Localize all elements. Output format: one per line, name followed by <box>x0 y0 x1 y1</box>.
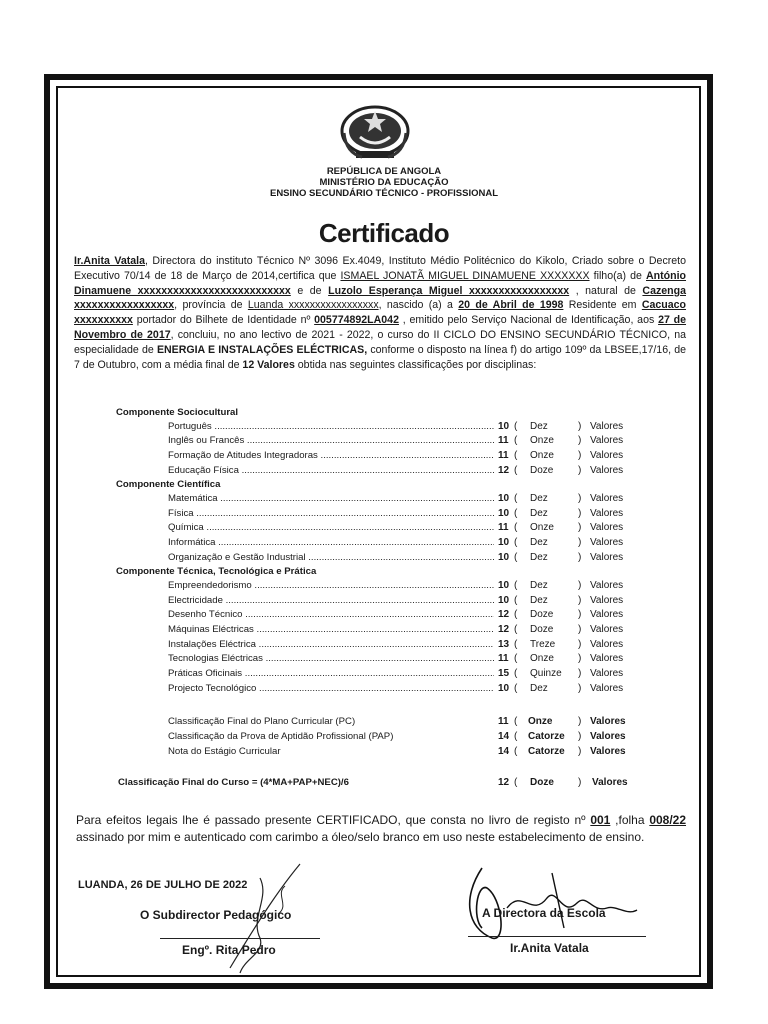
valores-label: Valores <box>590 464 624 476</box>
grade-number: 11 <box>498 449 509 461</box>
grade-in-words: Doze <box>530 777 554 788</box>
open-paren: ( <box>514 492 518 504</box>
summary-label: Classificação Final do Plano Curricular (PC) <box>168 716 356 727</box>
closing-paragraph <box>76 812 686 846</box>
close-paren: ) <box>578 420 582 432</box>
open-paren: ( <box>514 609 518 621</box>
intro-text: , natural de <box>569 284 643 297</box>
header-teaching-level: ENSINO SECUNDÁRIO TÉCNICO - PROFISSIONAL <box>269 188 498 199</box>
open-paren: ( <box>514 522 518 534</box>
subdirector-name: Engº. Rita Pedro <box>182 943 276 957</box>
grade-number: 10 <box>498 579 510 591</box>
group-heading: Componente Técnica, Tecnológica e Prática <box>116 566 317 578</box>
grade-number: 10 <box>498 492 510 504</box>
close-paren: ) <box>578 653 582 665</box>
close-paren: ) <box>578 682 582 694</box>
birthplace: Cazenga xxxxxxxxxxxxxxxxx <box>74 284 686 312</box>
grade-in-words: Dez <box>530 579 548 591</box>
close-paren: ) <box>578 579 582 591</box>
valores-label: Valores <box>590 668 624 679</box>
valores-label: Valores <box>590 449 624 461</box>
subject-name: Organização e Gestão Industrial ..... <box>168 552 494 563</box>
valores-label: Valores <box>590 435 624 447</box>
grade-in-words: Dez <box>530 594 548 606</box>
close-paren: ) <box>578 746 582 757</box>
open-paren: ( <box>514 449 518 461</box>
grade-number: 12 <box>498 609 510 621</box>
grade-number: 14 <box>498 746 510 757</box>
subject-name: Matemática ..... <box>168 493 494 504</box>
closing-text: Para efeitos legais lhe é passado presente CERTIFICADO, que consta no livro de registo nº <box>76 813 591 827</box>
valores-label: Valores <box>590 594 624 606</box>
grade-number: 11 <box>498 435 509 447</box>
register-sheet: 008/22 <box>649 813 687 827</box>
intro-text: e de <box>290 284 329 297</box>
open-paren: ( <box>514 579 518 591</box>
group-heading: Componente Sociocultural <box>116 407 239 418</box>
grade-in-words: Catorze <box>528 746 565 757</box>
intro-text: , província de <box>174 299 248 312</box>
grade-number: 10 <box>498 420 510 432</box>
close-paren: ) <box>578 507 582 519</box>
intro-text: filho(a) de <box>589 269 646 282</box>
open-paren: ( <box>514 507 518 519</box>
open-paren: ( <box>514 668 518 679</box>
valores-label: Valores <box>590 682 624 694</box>
residence: Cacuaco xxxxxxxxxx <box>74 299 687 327</box>
close-paren: ) <box>578 623 582 635</box>
subdirector-title: O Subdirector Pedagógico <box>140 908 292 922</box>
valores-label: Valores <box>590 638 624 650</box>
subject-name: Tecnologias Eléctricas ..... <box>168 653 494 664</box>
grade-in-words: Onze <box>530 653 554 665</box>
grade-in-words: Catorze <box>528 731 565 742</box>
id-number: 005774892LA042 <box>314 314 399 327</box>
subdirector-signature-line <box>160 938 320 939</box>
close-paren: ) <box>578 449 582 461</box>
open-paren: ( <box>514 716 518 727</box>
register-book-number: 001 <box>590 813 611 827</box>
valores-label: Valores <box>590 746 626 757</box>
mother-name: Luzolo Esperança Miguel xxxxxxxxxxxxxxxxx <box>328 284 570 297</box>
close-paren: ) <box>578 492 582 504</box>
closing-text: ,folha <box>610 813 650 827</box>
subject-name: Português ..... <box>168 421 494 432</box>
close-paren: ) <box>578 522 582 534</box>
province: Luanda xxxxxxxxxxxxxxxxx <box>247 299 379 312</box>
grade-number: 14 <box>498 731 510 742</box>
final-classification-label: Classificação Final do Curso = (4*MA+PAP+NEC)/6 <box>118 777 349 788</box>
open-paren: ( <box>514 682 518 694</box>
grade-number: 10 <box>498 551 510 563</box>
valores-label: Valores <box>590 653 624 665</box>
header-ministry: MINISTÉRIO DA EDUCAÇÃO <box>319 177 449 188</box>
close-paren: ) <box>578 777 582 788</box>
grade-in-words: Dez <box>530 420 548 432</box>
grade-number: 10 <box>498 536 510 548</box>
grade-number: 11 <box>498 716 509 727</box>
valores-label: Valores <box>590 731 626 742</box>
grade-number: 12 <box>498 623 510 635</box>
intro-text: , concluiu, no ano lectivo de 2021 - 2022, o curso do II CICLO DO ENSINO SECUNDÁRIO TÉCNICO, na especialidade de <box>74 328 686 356</box>
father-name: António Dinamuene xxxxxxxxxxxxxxxxxxxxxxxxxx <box>74 269 687 297</box>
open-paren: ( <box>514 420 518 432</box>
valores-label: Valores <box>590 623 624 635</box>
grade-in-words: Doze <box>530 609 554 621</box>
grade-number: 13 <box>498 638 510 650</box>
valores-label: Valores <box>590 420 624 432</box>
grade-in-words: Onze <box>530 435 554 447</box>
open-paren: ( <box>514 638 518 650</box>
subject-name: Máquinas Eléctricas ..... <box>168 624 494 635</box>
group-heading: Componente Científica <box>116 479 221 491</box>
open-paren: ( <box>514 777 518 788</box>
subject-name: Educação Física ..... <box>168 465 494 476</box>
valores-label: Valores <box>590 551 624 563</box>
summary-label: Classificação da Prova de Aptidão Profissional (PAP) <box>168 731 394 742</box>
close-paren: ) <box>578 464 582 476</box>
close-paren: ) <box>578 716 582 727</box>
valores-label: Valores <box>590 536 624 548</box>
director-signature-line <box>468 936 646 937</box>
student-name: ISMAEL JONATÃ MIGUEL DINAMUENE XXXXXXX <box>340 269 590 282</box>
grade-in-words: Dez <box>530 536 548 548</box>
intro-text: , Directora do instituto Técnico Nº 3096 Ex.4049, Instituto Médio Politécnico do Kikolo, Criado sobre o Decreto Executivo 70/14 de 18 de Março de 2014,certifica que <box>74 255 686 282</box>
valores-label: Valores <box>592 777 628 788</box>
intro-text: , nascido (a) a <box>378 299 459 312</box>
grade-number: 12 <box>498 464 510 476</box>
director-name: Ir.Anita Vatala <box>74 255 146 267</box>
grade-in-words: Onze <box>530 449 554 461</box>
final-average: 12 Valores <box>242 358 295 371</box>
director-title: A Directora da Escola <box>482 906 606 920</box>
grade-in-words: Treze <box>530 638 556 650</box>
subject-name: Física ..... <box>168 508 494 519</box>
intro-text: Residente em <box>563 299 642 312</box>
subject-name: Empreendedorismo ..... <box>168 580 494 591</box>
grade-number: 11 <box>498 653 509 665</box>
close-paren: ) <box>578 435 582 447</box>
open-paren: ( <box>514 536 518 548</box>
intro-text: obtida nas seguintes classificações por disciplinas: <box>294 358 537 371</box>
close-paren: ) <box>578 551 582 563</box>
subject-name: Formação de Atitudes Integradoras ..... <box>168 450 494 461</box>
close-paren: ) <box>578 536 582 548</box>
close-paren: ) <box>578 609 582 621</box>
grade-number: 10 <box>498 594 510 606</box>
grade-number: 10 <box>498 682 510 694</box>
close-paren: ) <box>578 668 582 679</box>
close-paren: ) <box>578 638 582 650</box>
close-paren: ) <box>578 731 582 742</box>
grade-number: 10 <box>498 507 510 519</box>
grade-in-words: Dez <box>530 492 548 504</box>
open-paren: ( <box>514 464 518 476</box>
intro-text: , emitido pelo Serviço Nacional de Identificação, aos <box>398 314 659 327</box>
subject-name: Práticas Oficinais ..... <box>168 668 494 679</box>
valores-label: Valores <box>590 507 624 519</box>
subject-name: Química ..... <box>168 522 494 533</box>
open-paren: ( <box>514 623 518 635</box>
intro-text: conforme o disposto na línea f) do artigo 109º da LBSEE,17/16, de 7 de Outubro, com a média final de <box>74 343 686 371</box>
open-paren: ( <box>514 731 518 742</box>
grade-in-words: Dez <box>530 682 548 694</box>
open-paren: ( <box>514 435 518 447</box>
valores-label: Valores <box>590 492 624 504</box>
grade-in-words: Dez <box>530 507 548 519</box>
grade-in-words: Doze <box>530 464 554 476</box>
grade-in-words: Onze <box>528 716 553 727</box>
summary-label: Nota do Estágio Curricular <box>168 746 281 757</box>
grade-number: 12 <box>498 777 510 788</box>
subject-name: Inglês ou Francês ..... <box>168 435 494 446</box>
valores-label: Valores <box>590 609 624 621</box>
grade-number: 15 <box>498 668 510 679</box>
specialty: ENERGIA E INSTALAÇÕES ELÉCTRICAS, <box>156 343 368 356</box>
open-paren: ( <box>514 746 518 757</box>
subject-name: Electricidade ..... <box>168 595 494 606</box>
birth-date: 20 de Abril de 1998 <box>458 299 564 312</box>
intro-text: portador do Bilhete de Identidade nº <box>132 314 315 327</box>
director-name: Ir.Anita Vatala <box>510 941 589 955</box>
open-paren: ( <box>514 551 518 563</box>
grade-in-words: Dez <box>530 551 548 563</box>
subject-name: Projecto Tecnológico ..... <box>168 683 494 694</box>
id-issue-date: 27 de Novembro de 2017 <box>74 314 687 341</box>
grade-in-words: Onze <box>530 522 554 534</box>
grade-number: 11 <box>498 522 509 534</box>
valores-label: Valores <box>590 579 624 591</box>
closing-text: assinado por mim e autenticado com carimbo a óleo/selo branco em uso neste estabelecimento de ensino. <box>76 830 645 844</box>
grade-in-words: Doze <box>530 623 554 635</box>
valores-label: Valores <box>590 522 624 534</box>
subject-name: Informática ..... <box>168 537 494 548</box>
page-title: Certificado <box>318 218 450 248</box>
angola-emblem-icon <box>336 103 414 163</box>
subject-name: Instalações Eléctrica ..... <box>168 639 494 650</box>
close-paren: ) <box>578 594 582 606</box>
certificate-intro-paragraph <box>74 254 686 372</box>
open-paren: ( <box>514 653 518 665</box>
grade-in-words: Quinze <box>530 668 562 679</box>
header-republic: REPÚBLICA DE ANGOLA <box>326 166 442 177</box>
open-paren: ( <box>514 594 518 606</box>
subject-name: Desenho Técnico ..... <box>168 609 494 620</box>
place-and-date: LUANDA, 26 DE JULHO DE 2022 <box>78 879 248 891</box>
valores-label: Valores <box>590 716 626 727</box>
